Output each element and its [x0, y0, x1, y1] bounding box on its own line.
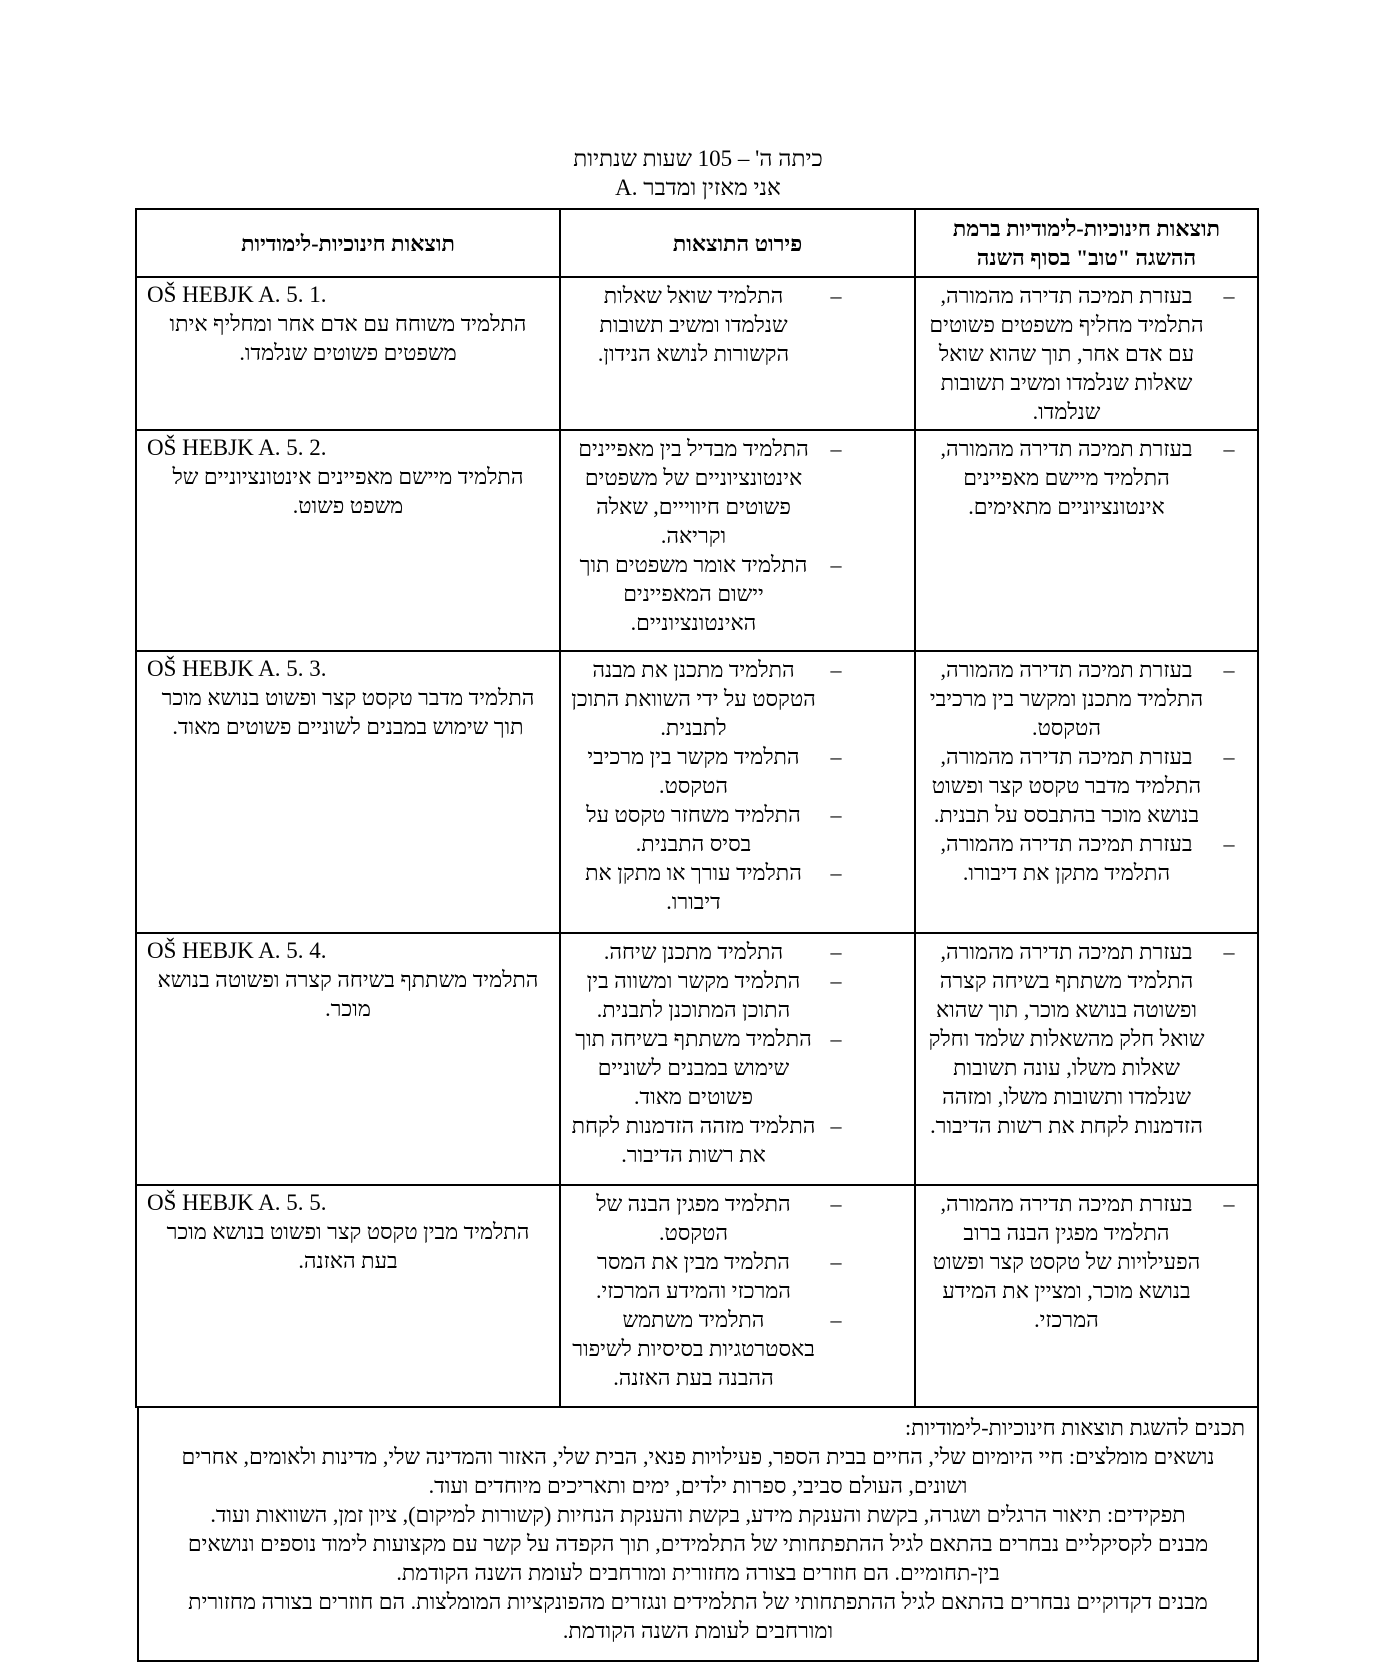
document-page: [137, 0, 1259, 1662]
bullet-text: התלמיד מתכנן שיחה.: [603, 939, 784, 964]
bullet-text: התלמיד משתתף בשיחה תוך שימוש במבנים לשוניים פשוטים מאוד.: [575, 1026, 812, 1109]
outcome-row: [136, 277, 1258, 430]
details-cell: [560, 1185, 915, 1407]
outcome-cell: [136, 1185, 560, 1407]
bullet-text: התלמיד שואל שאלות שנלמדו ומשיב תשובות הקשורות לנושא הנידון.: [597, 283, 790, 366]
details-cell: [560, 933, 915, 1185]
bullet-item: [571, 966, 856, 1024]
dash-marker: –: [830, 860, 842, 885]
bullet-text: התלמיד משחזר טקסט על בסיס התבנית.: [586, 802, 801, 856]
bullet-text: התלמיד מפגין הבנה של הטקסט.: [596, 1191, 791, 1245]
bullet-item: [924, 434, 1249, 521]
outcome-description: התלמיד מבין טקסט קצר ופשוט בנושא מוכר בעת האזנה.: [166, 1219, 530, 1273]
dash-marker: –: [830, 1026, 842, 1051]
level-cell: [915, 651, 1258, 933]
bullet-text: התלמיד מבין את המסר המרכזי והמידע המרכזי.: [596, 1249, 791, 1303]
bullet-item: [571, 1024, 856, 1111]
bullet-text: התלמיד עורך או מתקן את דיבורו.: [585, 860, 802, 914]
dash-marker: –: [830, 1191, 842, 1216]
bullet-item: [924, 281, 1249, 426]
outcomes-table-body: [136, 277, 1258, 1407]
bullet-item: [924, 1189, 1249, 1334]
bullet-text: התלמיד מבדיל בין מאפיינים אינטונציוניים של משפטים פשוטים חיווייים, שאלה וקריאה.: [578, 436, 809, 548]
bullet-text: בעזרת תמיכה תדירה מהמורה, התלמיד מחליף משפטים פשוטים עם אדם אחר, תוך שהוא שואל שאלות שנלמדו ומשיב תשובות שנלמדו.: [929, 283, 1204, 424]
bullet-item: [571, 937, 856, 966]
bullet-item: [571, 550, 856, 637]
page-subtitle: A. אני מאזין ומדבר: [615, 175, 781, 200]
outcome-description: התלמיד משתתף בשיחה קצרה ופשוטה בנושא מוכר.: [157, 967, 539, 1021]
bullet-text: התלמיד מקשר בין מרכיבי הטקסט.: [587, 744, 800, 798]
contents-box: [137, 1408, 1259, 1662]
dash-marker: –: [830, 744, 842, 769]
outcome-cell: [136, 651, 560, 933]
outcome-code: OŠ HEBJK A. 5. 4.: [147, 938, 327, 963]
dash-marker: –: [830, 283, 842, 308]
bullet-text: בעזרת תמיכה תדירה מהמורה, התלמיד מתקן את דיבורו.: [940, 831, 1193, 885]
bullet-item: [571, 1247, 856, 1305]
outcome-description: התלמיד מיישם מאפיינים אינטונציוניים של משפט פשוט.: [172, 464, 524, 518]
dash-marker: –: [830, 657, 842, 682]
dash-marker: –: [1223, 283, 1235, 308]
bullet-text: התלמיד אומר משפטים תוך יישום המאפיינים האינטונציוניים.: [579, 552, 808, 635]
dash-marker: –: [830, 1307, 842, 1332]
contents-paragraph: תפקידים: תיאור הרגלים ושגרה, בקשת והענקת מידע, בקשת והענקת הנחיות (קשורות למיקום), ציון זמן, השוואות ועוד.: [210, 1502, 1186, 1527]
details-cell: [560, 277, 915, 430]
details-cell: [560, 430, 915, 651]
page-title: כיתה ה' – 105 שעות שנתיות: [573, 146, 823, 171]
bullet-text: בעזרת תמיכה תדירה מהמורה, התלמיד מדבר טקסט קצר ופשוט בנושא מוכר בהתבסס על תבנית.: [931, 744, 1202, 827]
header-row: [136, 209, 1258, 277]
bullet-item: [571, 1111, 856, 1169]
bullet-item: [571, 1189, 856, 1247]
outcome-code: OŠ HEBJK A. 5. 2.: [147, 435, 327, 460]
bullet-item: [571, 1305, 856, 1392]
bullet-text: בעזרת תמיכה תדירה מהמורה, התלמיד מיישם מאפיינים אינטונציוניים מתאימים.: [940, 436, 1193, 519]
dash-marker: –: [830, 968, 842, 993]
dash-marker: –: [830, 939, 842, 964]
bullet-text: בעזרת תמיכה תדירה מהמורה, התלמיד מתכנן ומקשר בין מרכיבי הטקסט.: [929, 657, 1204, 740]
contents-paragraph: מבנים דקדוקיים נבחרים בהתאם לגיל ההתפתחותי של התלמידים ונגזרים מהפונקציות המומלצות. הם חוזרים בצורה מחזורית ומורחבים לעומת השנה הקודמת.: [188, 1589, 1208, 1643]
dash-marker: –: [830, 552, 842, 577]
bullet-text: בעזרת תמיכה תדירה מהמורה, התלמיד משתתף בשיחה קצרה ופשוטה בנושא מוכר, תוך שהוא שואל חלק מהשאלות שלמד וחלק שאלות משלו, עונה תשובות שנלמדו ותשובות משלו, ומזהה הזדמנות לקחת את רשות הדיבור.: [928, 939, 1205, 1138]
bullet-text: התלמיד מתכנן את מבנה הטקסט על ידי השוואת התוכן לתבנית.: [571, 657, 816, 740]
outcome-cell: [136, 430, 560, 651]
bullet-item: [571, 800, 856, 858]
dash-marker: –: [1223, 831, 1235, 856]
outcomes-table: [135, 208, 1259, 1408]
contents-paragraph: מבנים לקסיקליים נבחרים בהתאם לגיל ההתפתחותי של התלמידים, תוך הקפדה על קשר עם מקצועות לימוד נוספים ונושאים בין-תחומיים. הם חוזרים בצורה מחזורית ומורחבים לעומת השנה הקודמת.: [187, 1531, 1209, 1585]
contents-paragraph: נושאים מומלצים: חיי היומיום שלי, החיים בבית הספר, פעילויות פנאי, הבית שלי, האזור והמדינה שלי, מדינות ולאומים, אחרים ושונים, העולם סביבי, ספרות ילדים, ימים ותאריכים מיוחדים ועוד.: [181, 1444, 1215, 1498]
level-cell: [915, 430, 1258, 651]
dash-marker: –: [1223, 744, 1235, 769]
bullet-item: [571, 742, 856, 800]
outcome-code: OŠ HEBJK A. 5. 1.: [147, 282, 327, 307]
dash-marker: –: [1223, 939, 1235, 964]
level-cell: [915, 1185, 1258, 1407]
outcome-row: [136, 651, 1258, 933]
dash-marker: –: [1223, 1191, 1235, 1216]
bullet-text: התלמיד מקשר ומשווה בין התוכן המתוכנן לתבנית.: [586, 968, 801, 1022]
bullet-item: [924, 937, 1249, 1140]
outcome-code: OŠ HEBJK A. 5. 3.: [147, 656, 327, 681]
outcome-description: התלמיד משוחח עם אדם אחר ומחליף איתו משפטים פשוטים שנלמדו.: [169, 311, 527, 365]
contents-heading: תכנים להשגת תוצאות חינוכיות-לימודיות:: [904, 1415, 1245, 1440]
bullet-item: [924, 655, 1249, 742]
bullet-item: [924, 742, 1249, 829]
outcome-row: [136, 1185, 1258, 1407]
bullet-text: התלמיד משתמש באסטרטגיות בסיסיות לשיפור ההבנה בעת האזנה.: [572, 1307, 815, 1390]
dash-marker: –: [830, 1113, 842, 1138]
dash-marker: –: [830, 802, 842, 827]
outcome-description: התלמיד מדבר טקסט קצר ופשוט בנושא מוכר תוך שימוש במבנים לשוניים פשוטים מאוד.: [161, 685, 535, 739]
bullet-item: [571, 434, 856, 550]
outcome-cell: [136, 933, 560, 1185]
dash-marker: –: [1223, 657, 1235, 682]
level-cell: [915, 933, 1258, 1185]
outcome-row: [136, 430, 1258, 651]
level-cell: [915, 277, 1258, 430]
bullet-text: התלמיד מזהה הזדמנות לקחת את רשות הדיבור.: [571, 1113, 816, 1167]
bullet-item: [571, 281, 856, 368]
dash-marker: –: [830, 436, 842, 461]
column-header-details: פירוט התוצאות: [560, 209, 915, 277]
contents-paragraphs: [151, 1442, 1245, 1645]
dash-marker: –: [1223, 436, 1235, 461]
dash-marker: –: [830, 1249, 842, 1274]
title-block: [137, 0, 1259, 202]
column-header-outcomes: תוצאות חינוכיות-לימודיות: [136, 209, 560, 277]
outcome-code: OŠ HEBJK A. 5. 5.: [147, 1190, 327, 1215]
details-cell: [560, 651, 915, 933]
outcome-cell: [136, 277, 560, 430]
bullet-item: [571, 858, 856, 916]
outcome-row: [136, 933, 1258, 1185]
bullet-item: [571, 655, 856, 742]
bullet-item: [924, 829, 1249, 887]
bullet-text: בעזרת תמיכה תדירה מהמורה, התלמיד מפגין הבנה ברוב הפעילויות של טקסט קצר ופשוט בנושא מוכר, ומציין את המידע המרכזי.: [932, 1191, 1201, 1332]
column-header-level: תוצאות חינוכיות-לימודיות ברמת ההשגה "טוב" בסוף השנה: [915, 209, 1258, 277]
